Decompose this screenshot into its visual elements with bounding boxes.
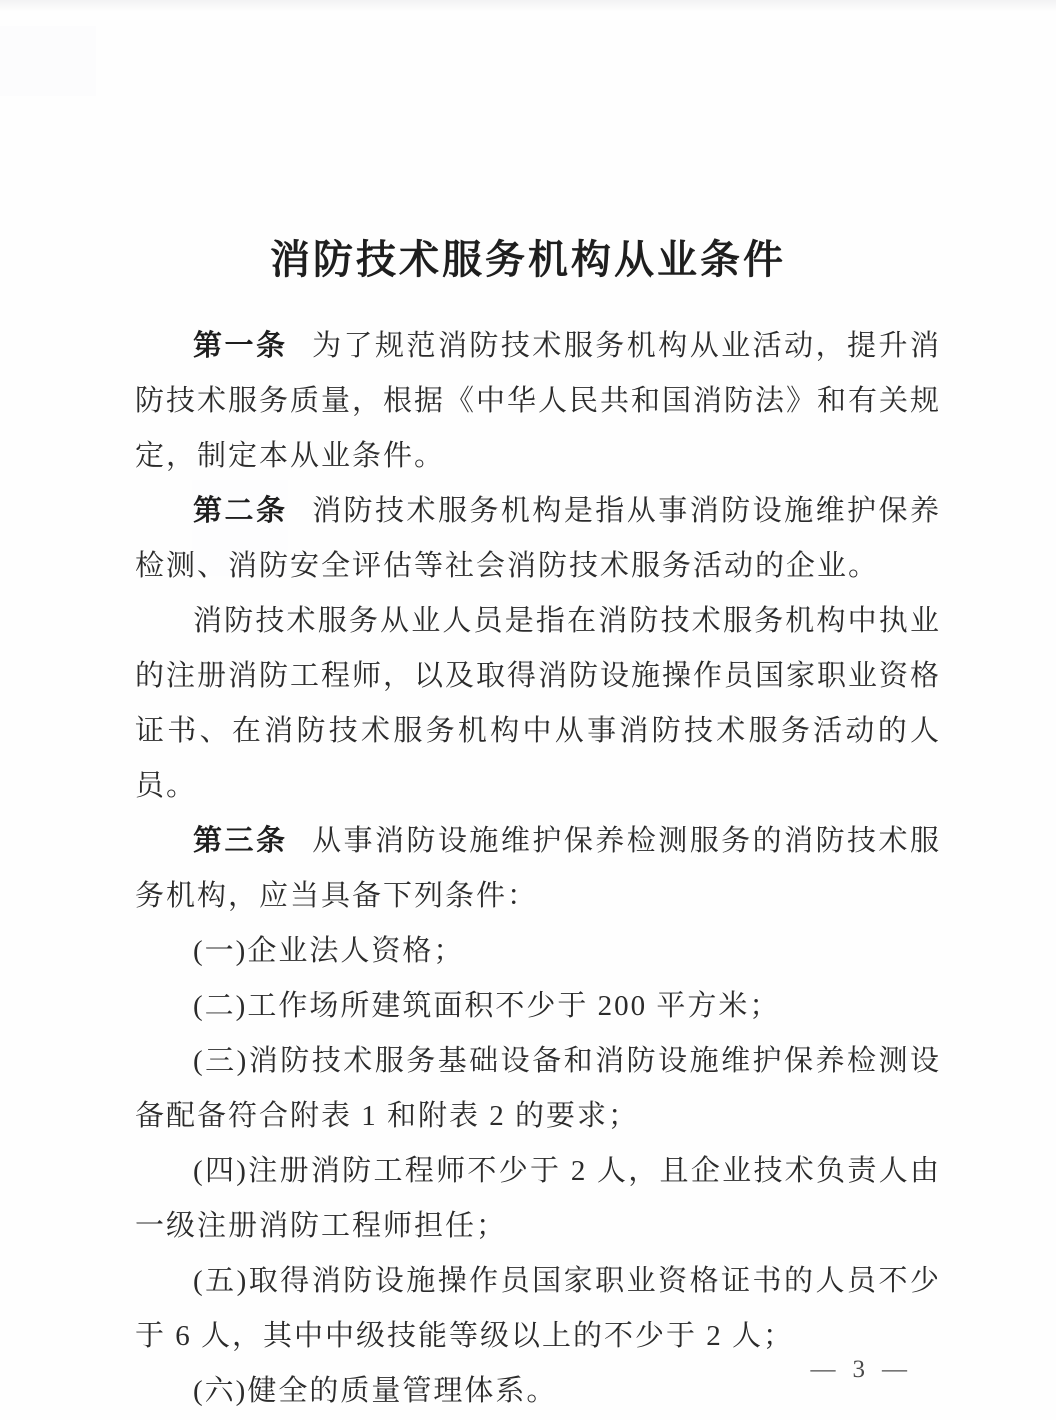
list-item-5	[135, 1254, 941, 1364]
scan-artifact-top-band	[0, 0, 1056, 12]
footer-page-number: 3	[852, 1356, 866, 1383]
page-footer	[811, 1356, 909, 1384]
article-2-number: 第二条	[193, 495, 288, 527]
list-item-1	[135, 924, 941, 979]
list-item-4-text: (四)注册消防工程师不少于 2 人，且企业技术负责人由一级注册消防工程师担任；	[135, 1155, 941, 1242]
list-item-3-text: (三)消防技术服务基础设备和消防设施维护保养检测设备配备符合附表 1 和附表 2 的要求；	[135, 1045, 941, 1132]
article-2-continued-text: 消防技术服务从业人员是指在消防技术服务机构中执业的注册消防工程师，以及取得消防设施操作员国家职业资格证书、在消防技术服务机构中从事消防技术服务活动的人员。	[135, 605, 942, 802]
paragraph-article-2	[135, 484, 941, 594]
list-item-6-text: (六)健全的质量管理体系。	[193, 1375, 558, 1407]
list-item-2-text: (二)工作场所建筑面积不少于 200 平方米；	[193, 990, 781, 1022]
footer-dash-left: —	[810, 1356, 837, 1383]
document-body	[135, 319, 941, 1419]
paragraph-article-1	[135, 319, 941, 484]
paragraph-article-3	[135, 814, 941, 924]
scan-artifact-corner-smudge	[0, 26, 96, 96]
list-item-2	[135, 979, 941, 1034]
article-3-number: 第三条	[193, 825, 288, 857]
article-1-number: 第一条	[193, 330, 288, 362]
paragraph-article-2-continued	[135, 594, 941, 814]
article-2-text: 消防技术服务机构是指从事消防设施维护保养检测、消防安全评估等社会消防技术服务活动的企业。	[135, 495, 941, 582]
footer-dash-right: —	[882, 1356, 908, 1383]
article-3-text: 从事消防设施维护保养检测服务的消防技术服务机构，应当具备下列条件：	[135, 825, 941, 912]
list-item-3	[135, 1034, 941, 1144]
list-item-4	[135, 1144, 941, 1254]
list-item-1-text: (一)企业法人资格；	[193, 935, 465, 967]
article-1-text: 为了规范消防技术服务机构从业活动，提升消防技术服务质量，根据《中华人民共和国消防法》和有关规定，制定本从业条件。	[135, 330, 942, 472]
list-item-5-text: (五)取得消防设施操作员国家职业资格证书的人员不少于 6 人，其中中级技能等级以上的不少于 2 人；	[135, 1265, 941, 1352]
page-title: 消防技术服务机构从业条件	[270, 237, 786, 282]
